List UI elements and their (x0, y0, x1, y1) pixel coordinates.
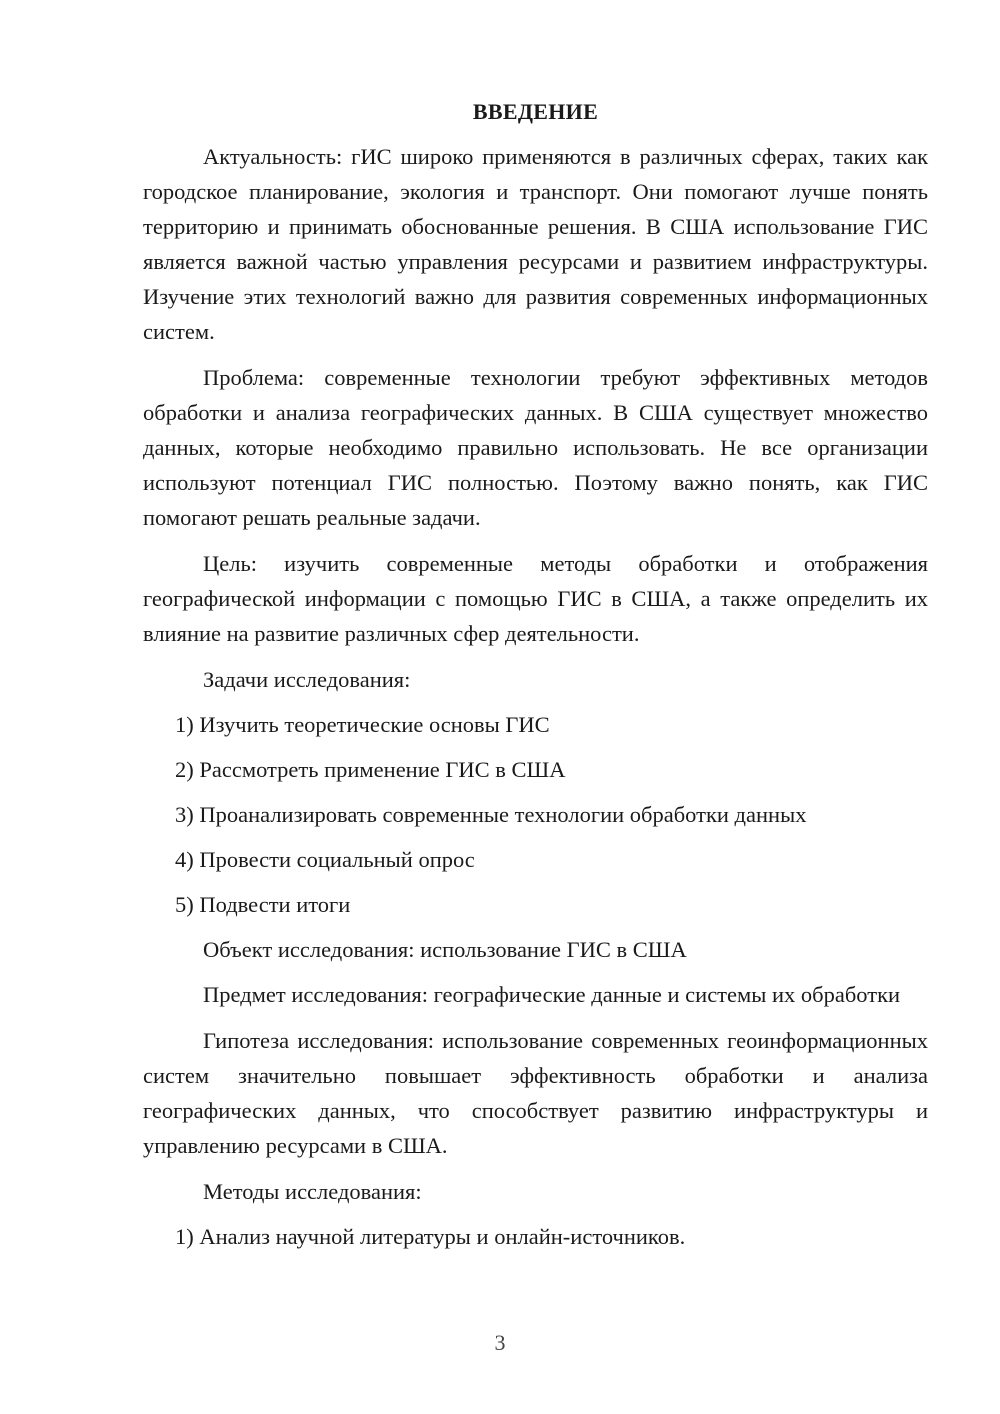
methods-heading: Методы исследования: (203, 1179, 422, 1204)
subject-paragraph: Предмет исследования: географические данные и системы их обработки (203, 982, 901, 1007)
list-item: 3) Проанализировать современные технологии обработки данных (175, 802, 807, 827)
list-item: 4) Провести социальный опрос (175, 847, 475, 872)
list-item: 1) Изучить теоретические основы ГИС (175, 712, 550, 737)
problem-paragraph: Проблема: современные технологии требуют эффективных методов обработки и анализа географических данных. В США существует множество данных, которые необходимо правильно использовать. Не все организации используют потенциал ГИС полностью. Поэтому важно понять, как ГИС помогают решать реальные задачи. (143, 365, 928, 530)
tasks-list (143, 707, 928, 922)
hypothesis-paragraph: Гипотеза исследования: использование современных геоинформационных систем значительно повышает эффективность обработки и анализа географических данных, что способствует развитию инфраструктуры и управлению ресурсами в США. (143, 1028, 928, 1158)
document-page (143, 94, 928, 1264)
list-item: 1) Анализ научной литературы и онлайн-источников. (175, 1224, 686, 1249)
page-title: ВВЕДЕНИЕ (472, 99, 599, 124)
goal-paragraph: Цель: изучить современные методы обработки и отображения географической информации с помощью ГИС в США, а также определить их влияние на развитие различных сфер деятельности. (143, 551, 928, 646)
list-item: 2) Рассмотреть применение ГИС в США (175, 757, 566, 782)
tasks-heading: Задачи исследования: (203, 667, 411, 692)
relevance-paragraph: Актуальность: гИС широко применяются в различных сферах, таких как городское планирование, экология и транспорт. Они помогают лучше понять территорию и принимать обоснованные решения. В США использование ГИС является важной частью управления ресурсами и развитием инфраструктуры. Изучение этих технологий важно для развития современных информационных систем. (143, 144, 928, 344)
object-line: Объект исследования: использование ГИС в США (203, 937, 687, 962)
methods-list (143, 1219, 928, 1254)
list-item: 5) Подвести итоги (175, 892, 351, 917)
page-number: 3 (494, 1330, 506, 1355)
